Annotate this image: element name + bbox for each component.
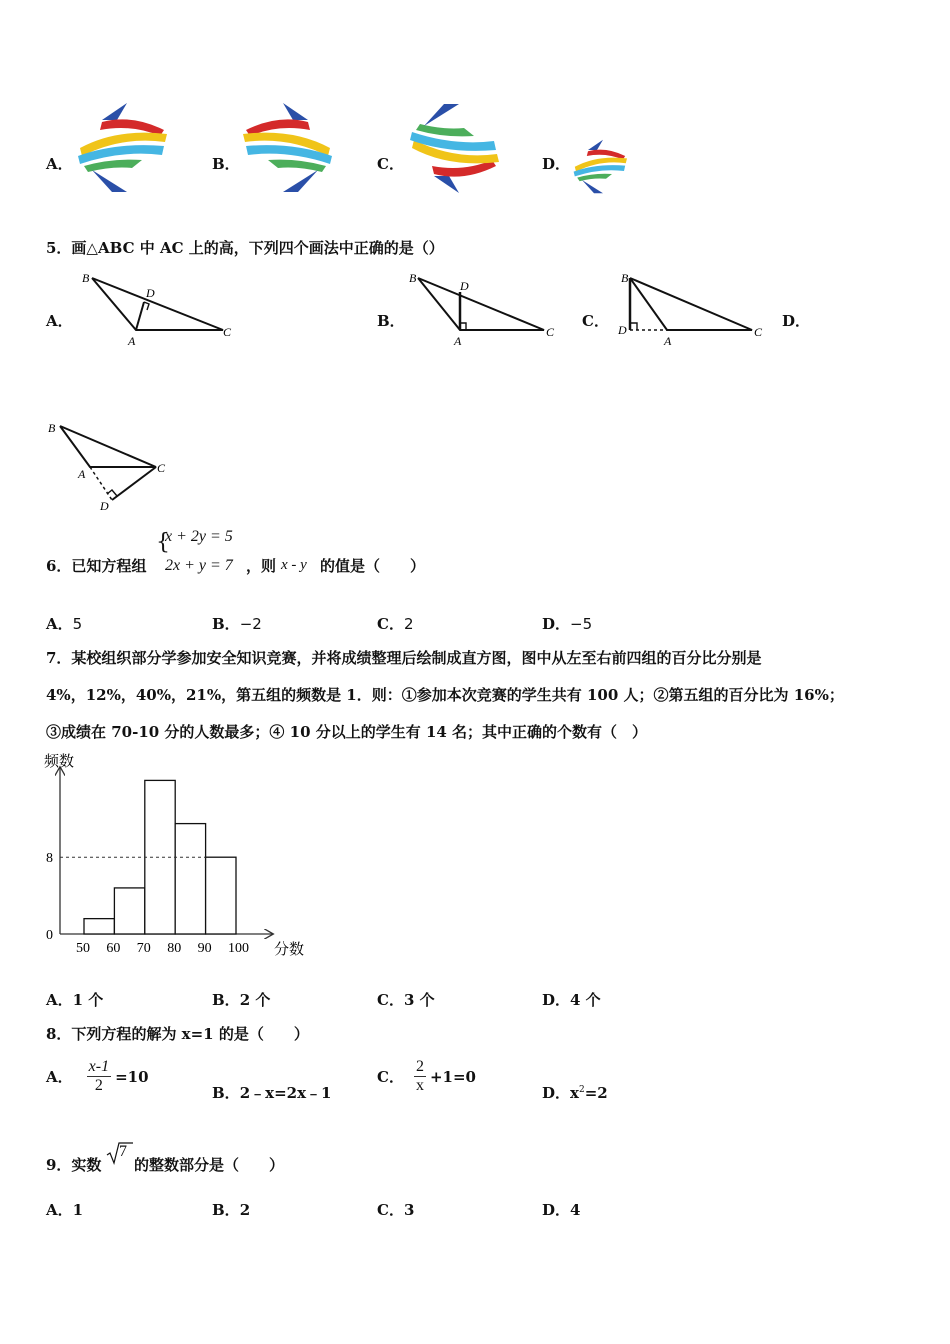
- right-angle-mark: [107, 490, 117, 496]
- point-label-a: A: [454, 334, 462, 348]
- q9-option-c[interactable]: C．3: [377, 1201, 415, 1219]
- q7-option-a[interactable]: A．1 个: [46, 991, 104, 1009]
- x-tick-label: 60: [106, 941, 121, 956]
- logo-emblem: [410, 104, 499, 193]
- q7-stem-line-3: ③成绩在 70-10 分的人数最多；④ 10 分以上的学生有 14 名；其中正确的个数有（ ）: [46, 723, 648, 741]
- x-tick-label: 100: [228, 941, 249, 956]
- point-label-b: B: [82, 271, 90, 285]
- x-axis-label: 分数: [274, 942, 305, 958]
- point-label-b: B: [621, 271, 629, 285]
- q8-option-c[interactable]: C． $\frac{2}{x}$ +1=0: [377, 1058, 476, 1094]
- logo-emblem: [574, 140, 627, 193]
- point-label-d: D: [146, 286, 155, 300]
- point-label-a: A: [128, 334, 136, 348]
- q9-option-d[interactable]: D．4: [542, 1201, 581, 1219]
- q6-option-a[interactable]: A．5: [46, 615, 83, 633]
- q9-suffix: 的整数部分是（ ）: [134, 1156, 285, 1174]
- y-tick-label: 0: [46, 928, 53, 943]
- q9-prefix: 9．实数: [46, 1156, 102, 1174]
- q5-option-a[interactable]: A．: [46, 312, 73, 330]
- point-label-a: A: [664, 334, 672, 348]
- histogram-bar-4: [175, 824, 205, 934]
- q5-option-c[interactable]: C．: [582, 312, 609, 330]
- q8-option-b[interactable]: B．2﹣x=2x﹣1: [212, 1084, 332, 1102]
- q6-suffix: 的值是（ ）: [320, 557, 426, 575]
- x-tick-label: 50: [76, 941, 90, 956]
- point-label-b: B: [48, 421, 56, 435]
- q4-logo-c: [404, 100, 504, 196]
- q5-figure-b: [404, 268, 564, 350]
- q5-option-d[interactable]: D．: [782, 312, 811, 330]
- point-label-c: C: [754, 325, 763, 339]
- q4-logo-a: [72, 100, 172, 196]
- point-label-c: C: [223, 325, 232, 339]
- x-tick-label: 80: [167, 941, 182, 956]
- q6-option-d[interactable]: D．−5: [542, 615, 593, 633]
- q5-figure-d: [44, 418, 184, 514]
- altitude-line: [136, 302, 144, 330]
- point-label-d: D: [618, 323, 627, 337]
- histogram-bar-1: [84, 919, 114, 934]
- q6-equation-2: 2x + y = 7: [165, 557, 233, 574]
- q5-figure-c: [612, 268, 772, 350]
- q6-prefix: 6．已知方程组: [46, 557, 147, 575]
- altitude-line: [112, 467, 156, 500]
- q4-logo-d: [570, 138, 632, 198]
- extension-line: [90, 467, 112, 500]
- q7-stem-line-2: 4%，12%，40%，21%，第五组的频数是 1．则：①参加本次竞赛的学生共有 100 人；②第五组的百分比为 16%；: [46, 686, 844, 704]
- q6-option-b[interactable]: B．−2: [212, 615, 262, 633]
- point-label-d: D: [460, 279, 469, 293]
- point-label-b: B: [409, 271, 417, 285]
- y-tick-label: 8: [46, 851, 53, 867]
- q4-option-a[interactable]: A．: [46, 155, 73, 173]
- q7-option-d[interactable]: D．4 个: [542, 991, 601, 1009]
- x-tick-label: 90: [197, 941, 212, 956]
- q7-option-c[interactable]: C．3 个: [377, 991, 435, 1009]
- q4-option-d[interactable]: D．: [542, 155, 571, 173]
- q4-logo-b: [238, 100, 338, 196]
- point-label-a: A: [78, 467, 86, 481]
- fraction: $\frac{2}{x}$: [415, 1058, 424, 1094]
- q4-option-b[interactable]: B．: [212, 155, 240, 173]
- q4-option-c[interactable]: C．: [377, 155, 404, 173]
- logo-emblem: [243, 103, 332, 192]
- q8-option-d[interactable]: D．$x^2=2$: [542, 1084, 608, 1102]
- q5-figure-a: [78, 268, 238, 350]
- q5-stem: 5．画△ABC 中 AC 上的高，下列四个画法中正确的是（）: [46, 239, 444, 257]
- histogram-bar-2: [114, 888, 144, 934]
- q5-option-b[interactable]: B．: [377, 312, 405, 330]
- q9-option-a[interactable]: A．1: [46, 1201, 84, 1219]
- logo-emblem: [78, 103, 167, 192]
- right-angle-mark: [144, 302, 149, 310]
- histogram-bar-5: [206, 857, 236, 934]
- x-tick-label: 70: [136, 941, 151, 956]
- q6-middle: ，则: [246, 557, 277, 575]
- q6-brace: {: [156, 530, 170, 555]
- point-label-c: C: [546, 325, 555, 339]
- point-label-c: C: [157, 461, 166, 475]
- q9-radicand: 7: [119, 1143, 127, 1160]
- q7-histogram: [36, 748, 326, 964]
- q7-option-b[interactable]: B．2 个: [212, 991, 271, 1009]
- fraction: $\frac{x-1}{2}$: [88, 1058, 110, 1094]
- q6-option-c[interactable]: C．2: [377, 615, 414, 633]
- q7-stem-line-1: 7．某校组织部分学参加安全知识竞赛，并将成绩整理后绘制成直方图，图中从左至右前四组的百分比分别是: [46, 649, 762, 667]
- point-label-d: D: [100, 499, 109, 513]
- q8-option-a[interactable]: A． $\frac{x-1}{2}$ =10: [46, 1058, 149, 1094]
- q8-stem: 8．下列方程的解为 x=1 的是（ ）: [46, 1025, 309, 1043]
- q6-equation-1: x + 2y = 5: [165, 528, 233, 545]
- q9-option-b[interactable]: B．2: [212, 1201, 251, 1219]
- q6-expression: x - y: [281, 557, 307, 573]
- y-axis-label: 频数: [44, 754, 75, 770]
